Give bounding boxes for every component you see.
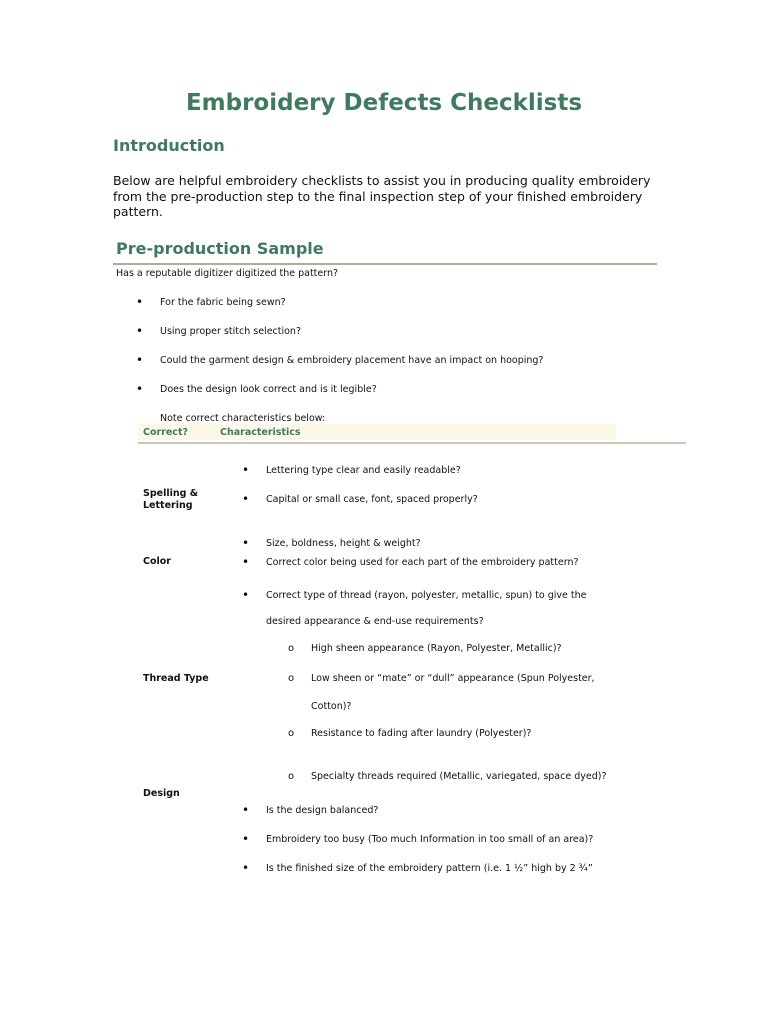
sub-list-item: High sheen appearance (Rayon, Polyester, Metallic)? <box>311 643 562 654</box>
sub-list-item: Specialty threads required (Metallic, variegated, space dyed)? <box>311 771 607 782</box>
bullet-icon: • <box>242 492 250 506</box>
circle-bullet-icon: o <box>288 728 295 739</box>
note-text: Note correct characteristics below: <box>160 413 326 424</box>
list-item: For the fabric being sewn? <box>160 297 286 308</box>
introduction-text: Below are helpful embroidery checklists to assist you in producing quality embroidery from the pre-production step to the final inspection step of your finished embroidery pattern. <box>113 173 651 219</box>
bullet-icon: • <box>242 803 250 817</box>
bullet-icon: • <box>136 295 144 309</box>
bullet-icon: • <box>242 536 250 550</box>
digitizer-question: Has a reputable digitizer digitized the pattern? <box>116 268 339 279</box>
column-header-characteristics: Characteristics <box>220 427 301 438</box>
bullet-icon: • <box>136 382 144 396</box>
sub-list-item: Resistance to fading after laundry (Polyester)? <box>311 728 532 739</box>
sub-list-item-continued: Cotton)? <box>311 701 352 712</box>
document-title: Embroidery Defects Checklists <box>185 90 583 116</box>
table-header <box>138 424 616 440</box>
category-color: Color <box>143 556 171 567</box>
category-design: Design <box>143 788 180 799</box>
section-divider <box>113 263 657 265</box>
bullet-icon: • <box>242 588 250 602</box>
list-item: Size, boldness, height & weight? <box>266 538 421 549</box>
bullet-icon: • <box>242 861 250 875</box>
list-item: Is the finished size of the embroidery pattern (i.e. 1 ½” high by 2 ¾” <box>266 863 593 874</box>
category-label-line: Lettering <box>143 500 193 511</box>
preproduction-heading: Pre-production Sample <box>116 239 324 258</box>
list-item-continued: desired appearance & end-use requirements? <box>266 616 484 627</box>
list-item: Is the design balanced? <box>266 805 379 816</box>
category-label-line: Spelling & <box>143 488 199 499</box>
circle-bullet-icon: o <box>288 771 295 782</box>
category-spelling-lettering <box>143 488 198 512</box>
circle-bullet-icon: o <box>288 673 295 684</box>
list-item: Could the garment design & embroidery placement have an impact on hooping? <box>160 355 544 366</box>
list-item: Correct type of thread (rayon, polyester, metallic, spun) to give the <box>266 590 587 601</box>
table-divider <box>138 442 686 444</box>
bullet-icon: • <box>136 353 144 367</box>
sub-list-item: Low sheen or “mate” or “dull” appearance (Spun Polyester, <box>311 673 595 684</box>
list-item: Does the design look correct and is it legible? <box>160 384 377 395</box>
list-item: Embroidery too busy (Too much Information in too small of an area)? <box>266 834 594 845</box>
bullet-icon: • <box>242 555 250 569</box>
list-item: Lettering type clear and easily readable? <box>266 465 461 476</box>
bullet-icon: • <box>242 463 250 477</box>
bullet-icon: • <box>136 324 144 338</box>
list-item: Capital or small case, font, spaced properly? <box>266 494 478 505</box>
introduction-heading: Introduction <box>113 136 225 155</box>
circle-bullet-icon: o <box>288 643 295 654</box>
bullet-icon: • <box>242 832 250 846</box>
column-header-correct: Correct? <box>143 427 188 438</box>
category-thread-type: Thread Type <box>143 673 209 684</box>
list-item: Using proper stitch selection? <box>160 326 301 337</box>
list-item: Correct color being used for each part of the embroidery pattern? <box>266 557 579 568</box>
